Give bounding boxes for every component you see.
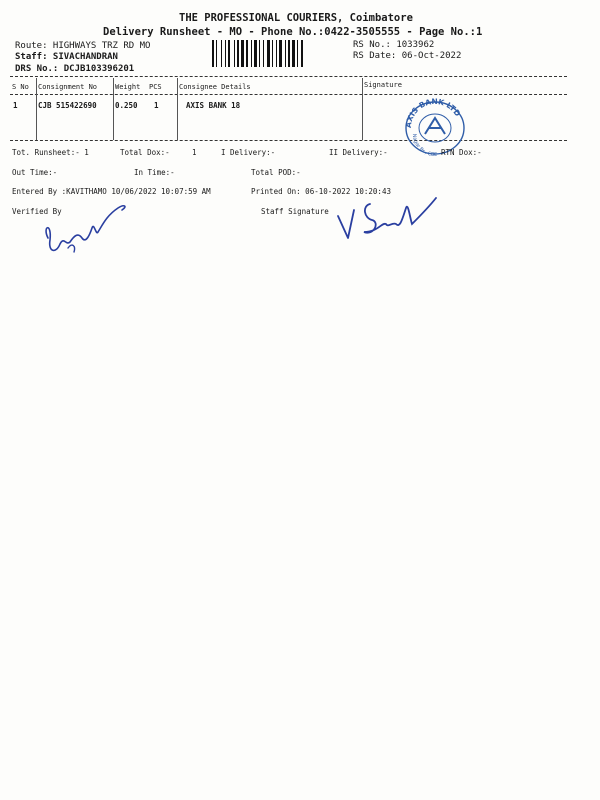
rs-number: RS No.: 1033962 (353, 40, 435, 50)
col-divider-4 (362, 78, 363, 140)
col-divider-2 (113, 78, 114, 140)
table-header-rule (10, 94, 567, 95)
barcode (212, 40, 346, 67)
table-top-rule (10, 76, 567, 77)
col-divider-3 (177, 78, 178, 140)
total-dox-label: Total Dox:- (120, 148, 170, 157)
row-sno: 1 (13, 101, 18, 110)
staff-signature-label: Staff Signature (261, 207, 329, 216)
col-divider-1 (36, 78, 37, 140)
company-title: THE PROFESSIONAL COURIERS, Coimbatore (179, 12, 413, 24)
header-consignee: Consignee Details (179, 83, 251, 91)
i-delivery: I Delivery:- (221, 148, 276, 157)
verifier-signature (38, 196, 133, 262)
svg-text:Nagar Br., CBE (411, 134, 437, 156)
row-pcs: 1 (154, 101, 159, 110)
header-consignment: Consignment No (38, 83, 98, 91)
row-consignment: CJB 515422690 (38, 101, 97, 110)
rtn-dox: RTN Dox:- (441, 148, 482, 157)
out-time: Out Time:- (12, 168, 58, 177)
svg-text:AXIS BANK LTD (404, 98, 462, 128)
rs-date: RS Date: 06-Oct-2022 (353, 51, 462, 61)
entered-by: Entered By :KAVITHAMO 10/06/2022 10:07:59 AM (12, 187, 211, 196)
row-weight: 0.250 (115, 101, 138, 110)
stamp-top-text: AXIS BANK LTD (403, 98, 463, 129)
header-weight: Weight (115, 83, 141, 91)
total-dox-value: 1 (192, 148, 197, 157)
drs-number: DRS No.: DCJB103396201 (15, 64, 135, 74)
header-signature: Signature (364, 81, 402, 89)
table-bottom-rule (10, 140, 567, 141)
in-time: In Time:- (134, 168, 175, 177)
ii-delivery: II Delivery:- (329, 148, 388, 157)
staff-text: Staff: SIVACHANDRAN (15, 52, 118, 62)
header-pcs: PCS (149, 83, 162, 91)
route-text: Route: HIGHWAYS TRZ RD MO (15, 41, 151, 51)
verified-by-label: Verified By (12, 207, 62, 216)
staff-handwritten-signature (334, 188, 440, 244)
total-runsheet: Tot. Runsheet:- 1 (12, 148, 89, 157)
stamp-bottom-text: Nagar Br., CBE (410, 133, 438, 156)
header-sno: S No (12, 83, 29, 91)
printed-on: Printed On: 06-10-2022 10:20:43 (251, 187, 391, 196)
row-consignee: AXIS BANK 18 (186, 101, 241, 110)
total-pod: Total POD:- (251, 168, 301, 177)
runsheet-subtitle: Delivery Runsheet - MO - Phone No.:0422-3505555 - Page No.:1 (103, 26, 483, 38)
